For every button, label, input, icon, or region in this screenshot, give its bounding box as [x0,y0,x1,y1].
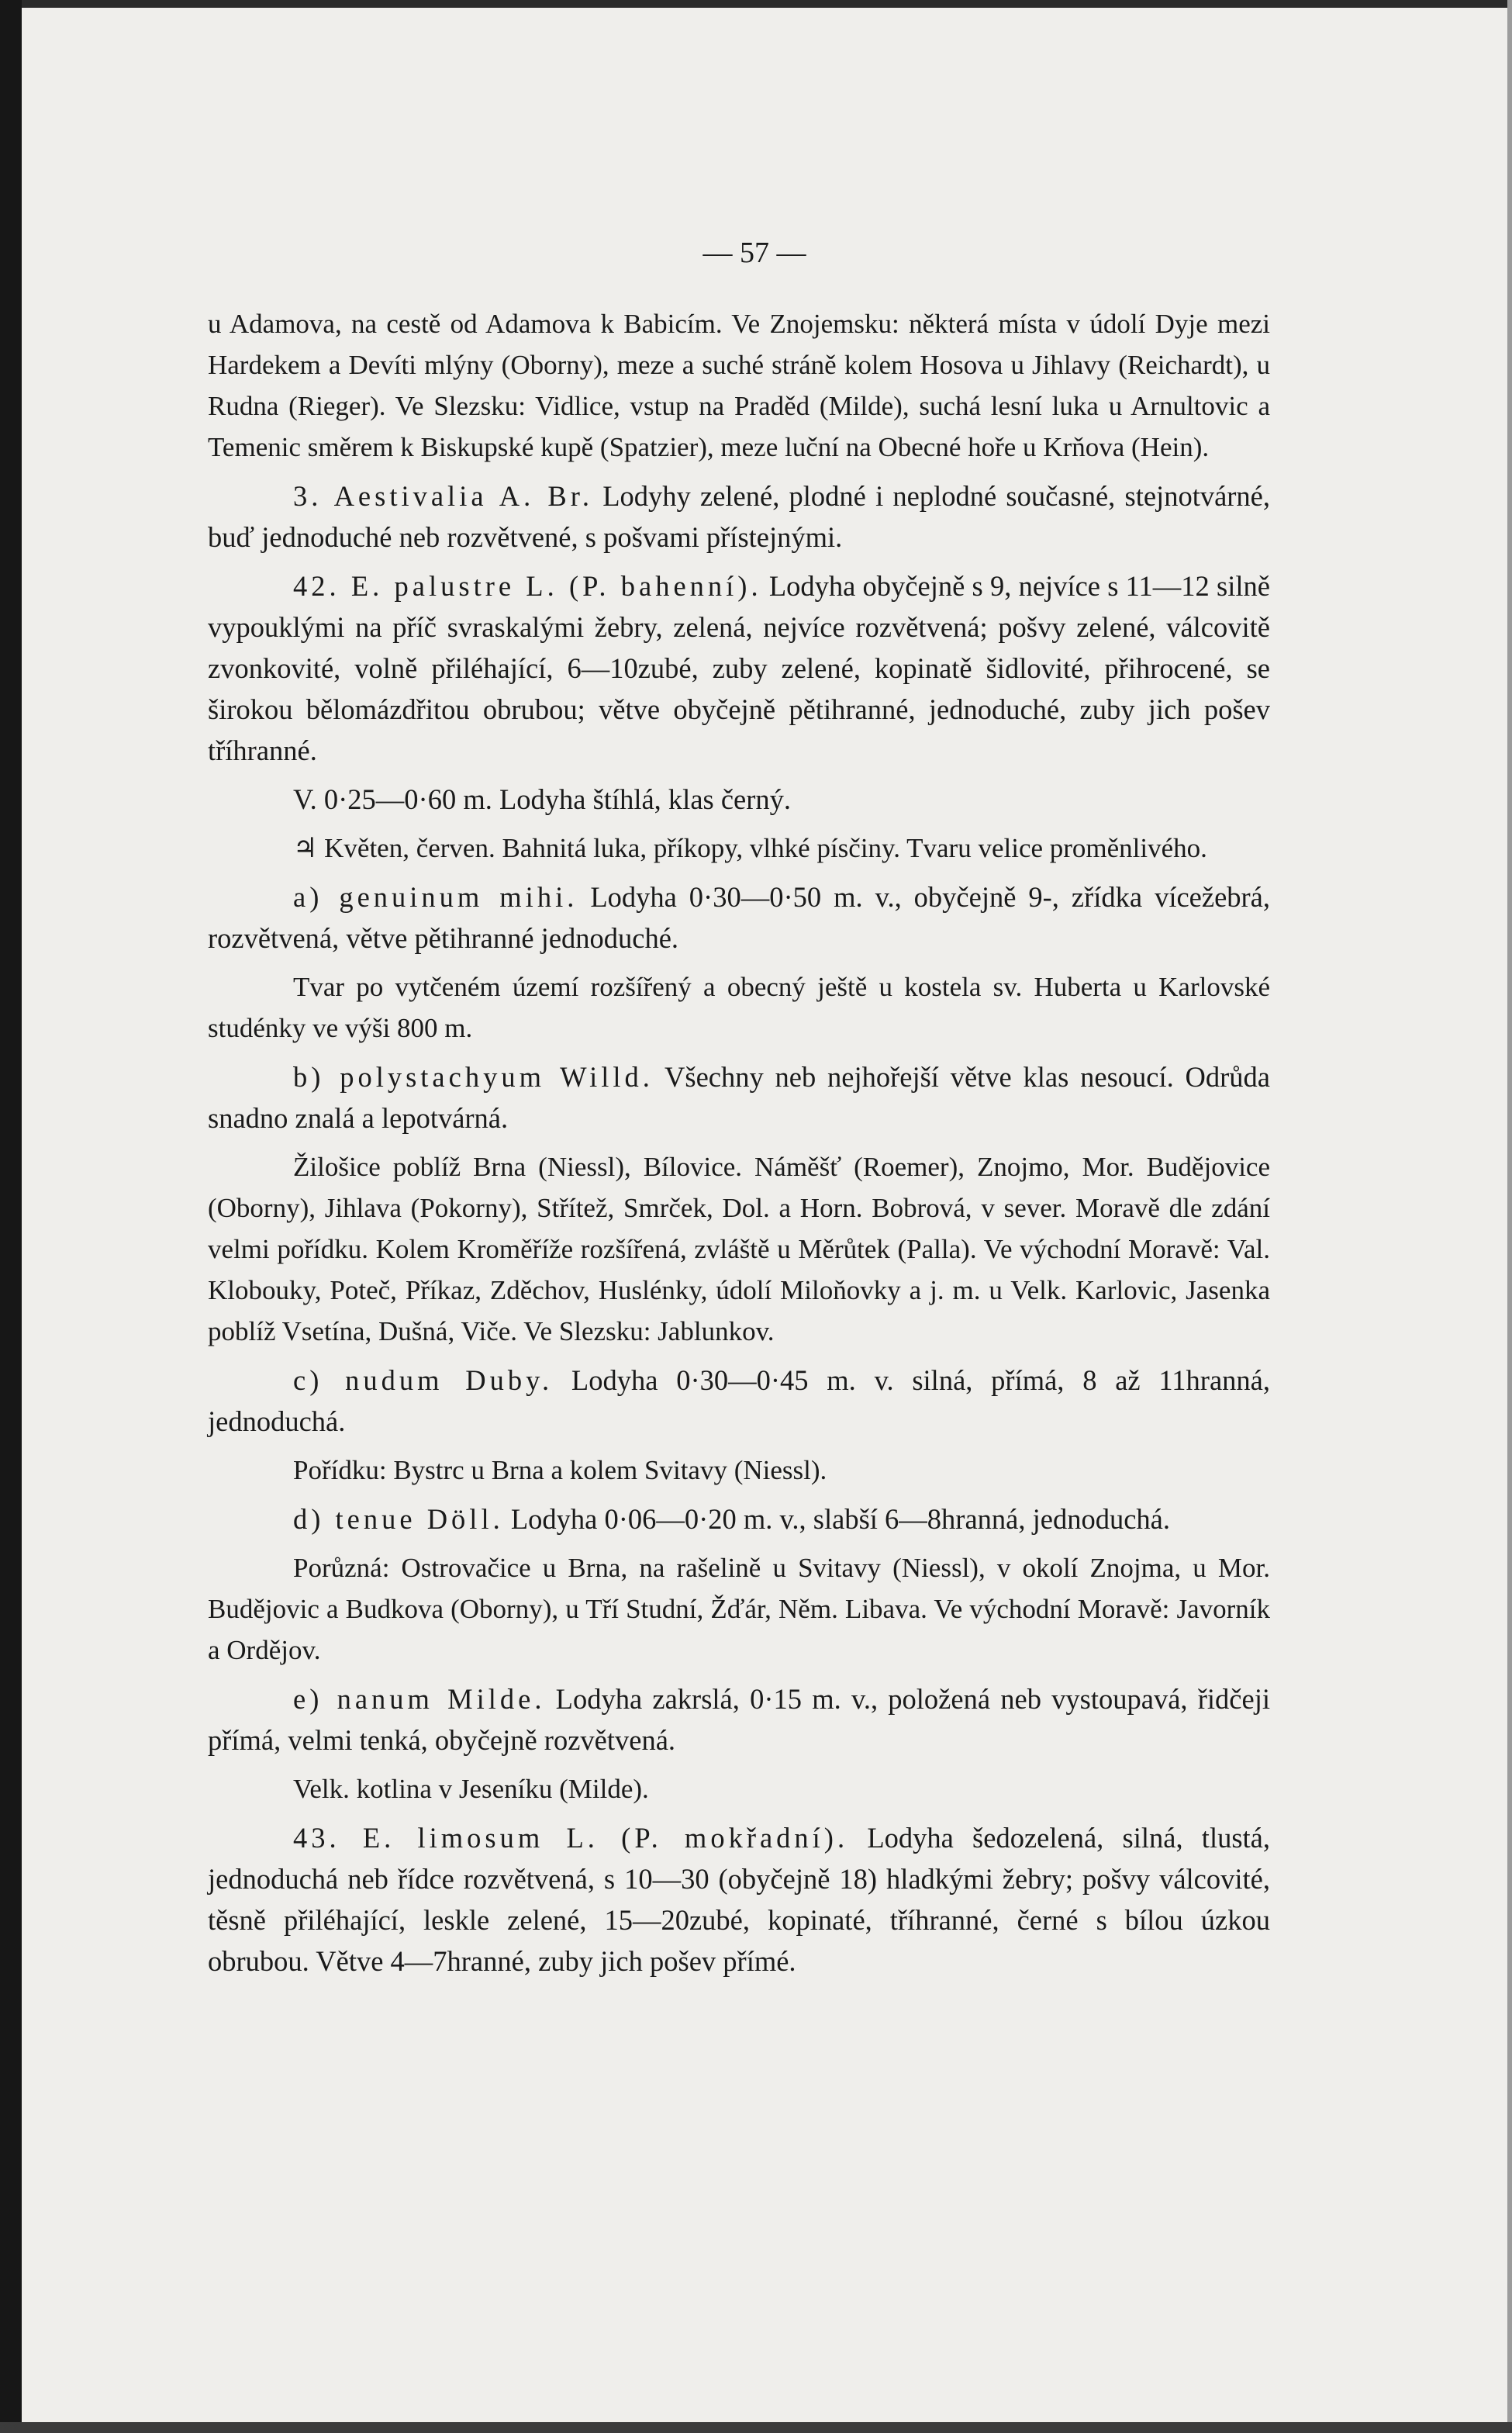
scan-edge-bottom [0,2422,1512,2433]
paragraph-flowering [208,828,1270,869]
paragraph-heading: c) nudum Duby. [293,1364,554,1396]
paragraph-nudum [208,1360,1270,1442]
paragraph-heading: b) polystachyum Willd. [293,1061,654,1093]
paragraph-text: ♃ Květen, červen. Bahnitá luka, příkopy, vlhké písčiny. Tvaru velice proměnlivého. [293,833,1207,863]
scan-edge-right [1507,0,1512,2433]
scan-edge-left [0,0,22,2433]
paragraph-text: Žilošice poblíž Brna (Niessl), Bílovice. Náměšť (Roemer), Znojmo, Mor. Budějovice (Oborny), Jihlava (Pokorny), Střítež, Smrček, Dol. a Horn. Bobrová, v sever. Moravě dle zdání velmi pořídku. Kolem Kroměříže rozšířená, zvláště u Měrůtek (Palla). Ve východní Moravě: Val. Klobouky, Poteč, Příkaz, Zděchov, Huslénky, údolí Miloňovky a j. m. u Velk. Karlovic, Jasenka poblíž Vsetína, Dušná, Viče. Ve Slezsku: Jablunkov. [208,1152,1270,1346]
paragraph-text: Velk. kotlina v Jeseníku (Milde). [293,1774,649,1804]
paragraph-tenue [208,1498,1270,1540]
paragraph-e-limosum [208,1817,1270,1982]
paragraph-text: Pořídku: Bystrc u Brna a kolem Svitavy (Niessl). [293,1455,827,1485]
paragraph-heading: a) genuinum mihi. [293,881,578,913]
scan-edge-top [0,0,1512,8]
paragraph-text: Lodyhy zelené, plodné i neplodné současné, stejnotvárné, buď jednoduché neb rozvětvené, s pošvami přístejnými. [208,480,1271,553]
paragraph-text: Lodyha šedozelená, silná, tlustá, jednoduchá neb řídce rozvětvená, s 10—30 (obyčejně 18) hladkými žebry; pošvy válcovité, těsně přiléhající, leskle zelené, 15—20zubé, kopinaté, tříhranné, černé s bílou úzkou obrubou. Větve 4—7hranné, zuby jich pošev přímé. [208,1822,1270,1977]
paragraph-e-palustre [208,565,1270,771]
paragraph-localities-tenue [208,1547,1270,1671]
paragraph-localities-genuinum [208,966,1270,1049]
paragraph-localities-nanum [208,1768,1270,1809]
paragraph-text: u Adamova, na cestě od Adamova k Babicím. Ve Znojemsku: některá místa v údolí Dyje mezi Hardekem a Devíti mlýny (Oborny), meze a suché stráně kolem Hosova u Jihlavy (Reichardt), u Rudna (Rieger). Ve Slezsku: Vidlice, vstup na Praděd (Milde), suchá lesní luka u Arnultovic a Temenic směrem k Biskupské kupě (Spatzier), meze luční na Obecné hoře u Krňova (Hein). [208,309,1270,462]
paragraph-text: V. 0·25—0·60 m. Lodyha štíhlá, klas černý. [293,783,792,815]
paragraph-text: Lodyha 0·30—0·45 m. v. silná, přímá, 8 až 11hranná, jednoduchá. [208,1364,1270,1437]
paragraph-height [208,779,1270,820]
paragraph-localities-1 [208,303,1270,468]
paragraph-heading: 3. Aestivalia A. Br. [293,480,594,512]
paragraph-text: Lodyha obyčejně s 9, nejvíce s 11—12 silně vypouklými na příč svraskalými žebry, zelená, nejvíce rozvětvená; pošvy zelené, válcovitě zvonkovité, volně přiléhající, 6—10zubé, zuby zelené, kopinatě šidlovité, přihrocené, se širokou bělomázdřitou obrubou; větve obyčejně pětihranné, jednoduché, zuby jich pošev tříhranné. [208,570,1270,766]
paragraph-text: Tvar po vytčeném území rozšířený a obecný ještě u kostela sv. Huberta u Karlovské studénky ve výši 800 m. [208,972,1270,1043]
paragraph-text: Všechny neb nejhořejší větve klas nesoucí. Odrůda snadno znalá a lepotvárná. [208,1061,1270,1134]
paragraph-heading: d) tenue Döll. [293,1503,504,1535]
paragraph-localities-nudum [208,1450,1270,1491]
paragraph-nanum [208,1678,1270,1761]
paragraph-text: Lodyha 0·06—0·20 m. v., slabší 6—8hranná, jednoduchá. [503,1503,1170,1535]
paragraph-localities-polystachyum [208,1146,1270,1352]
paragraph-polystachyum [208,1056,1270,1139]
paragraph-genuinum [208,876,1270,959]
paragraph-heading: 42. E. palustre L. (P. bahenní). [293,570,762,602]
paragraph-heading: e) nanum Milde. [293,1683,546,1715]
paragraph-text: Lodyha zakrslá, 0·15 m. v., položená neb vystoupavá, řidčeji přímá, velmi tenká, obyčejně rozvětvená. [208,1683,1270,1756]
paragraph-aestivalia [208,475,1270,558]
paragraph-text: Porůzná: Ostrovačice u Brna, na rašelině u Svitavy (Niessl), v okolí Znojma, u Mor. Budějovic a Budkova (Oborny), u Tří Studní, Žďár, Něm. Libava. Ve východní Moravě: Javorník a Ordějov. [208,1553,1270,1665]
paragraph-heading: 43. E. limosum L. (P. mokřadní). [293,1822,849,1854]
page-content [208,233,1270,1989]
paragraph-text: Lodyha 0·30—0·50 m. v., obyčejně 9-, zřídka vícežebrá, rozvětvená, větve pětihranné jednoduché. [208,881,1270,954]
page-number: — 57 — [702,237,806,269]
